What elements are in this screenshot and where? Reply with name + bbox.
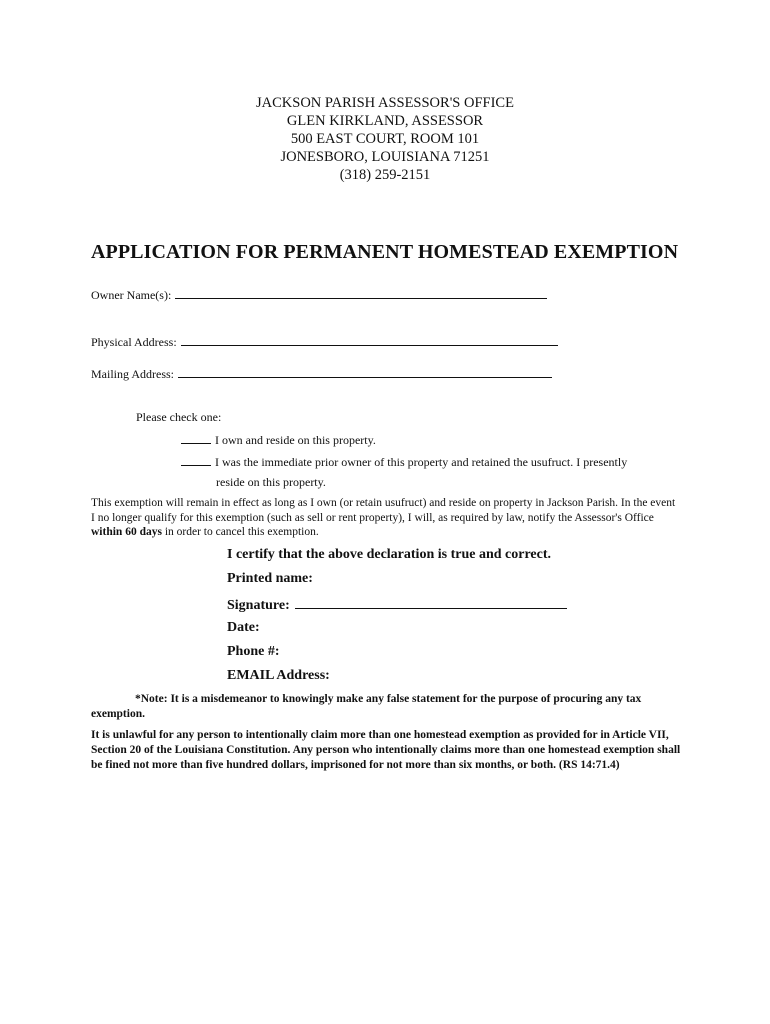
option-own-reside-label: I own and reside on this property. <box>215 433 376 447</box>
mailing-address-line[interactable] <box>178 366 552 378</box>
option-own-reside[interactable] <box>181 432 376 448</box>
physical-address-label: Physical Address: <box>91 335 177 349</box>
printed-name-label: Printed name: <box>227 571 313 586</box>
effect-deadline: within 60 days <box>91 526 162 538</box>
assessor-name: GLEN KIRKLAND, ASSESSOR <box>286 113 484 129</box>
effect-text-1: This exemption will remain in effect as long as I own (or retain usufruct) and reside on property in Jackson Parish. In the event I no longer qualify for this exemption (such as sell or rent property), I will, as required by law, notify the Assessor's Office <box>91 497 676 524</box>
email-label: EMAIL Address: <box>227 668 330 683</box>
unlawful-claim-notice: It is unlawful for any person to intentionally claim more than one homestead exemption as provided for in Article VII, Section 20 of the Louisiana Constitution. Any person who intentionally claims more than one homestead exemption shall be fined not more than five hundred dollars, imprisoned for not more than six months, or both. (RS 14:71.4) <box>91 729 681 771</box>
owner-name-label: Owner Name(s): <box>91 288 172 302</box>
option-prior-owner[interactable] <box>181 454 627 470</box>
form-title: APPLICATION FOR PERMANENT HOMESTEAD EXEMPTION <box>91 241 679 263</box>
signature-field[interactable] <box>227 595 567 614</box>
option-prior-owner-label: I was the immediate prior owner of this property and retained the usufruct. I presently <box>215 455 628 469</box>
option-prior-owner-cont: reside on this property. <box>216 475 326 489</box>
owner-name-line[interactable] <box>175 287 547 299</box>
office-phone: (318) 259-2151 <box>339 167 431 183</box>
signature-line[interactable] <box>295 595 567 609</box>
misdemeanor-note: *Note: It is a misdemeanor to knowingly make any false statement for the purpose of procuring any tax exemption. <box>91 693 642 720</box>
phone-label: Phone #: <box>227 644 280 659</box>
certify-statement: I certify that the above declaration is true and correct. <box>227 547 551 562</box>
physical-address-field[interactable] <box>91 334 558 350</box>
option-prior-owner-blank[interactable] <box>181 454 211 466</box>
mailing-address-field[interactable] <box>91 366 552 382</box>
option-own-reside-blank[interactable] <box>181 432 211 444</box>
mailing-address-label: Mailing Address: <box>91 367 174 381</box>
owner-name-field[interactable] <box>91 287 547 303</box>
office-name: JACKSON PARISH ASSESSOR'S OFFICE <box>256 95 514 111</box>
effect-text-2: in order to cancel this exemption. <box>161 526 319 538</box>
office-city: JONESBORO, LOUISIANA 71251 <box>280 149 490 165</box>
check-prompt: Please check one: <box>136 410 222 424</box>
physical-address-line[interactable] <box>181 334 558 346</box>
date-label: Date: <box>227 620 260 635</box>
signature-label: Signature: <box>227 598 290 613</box>
office-street: 500 EAST COURT, ROOM 101 <box>290 131 480 147</box>
exemption-effect-paragraph <box>91 496 681 540</box>
